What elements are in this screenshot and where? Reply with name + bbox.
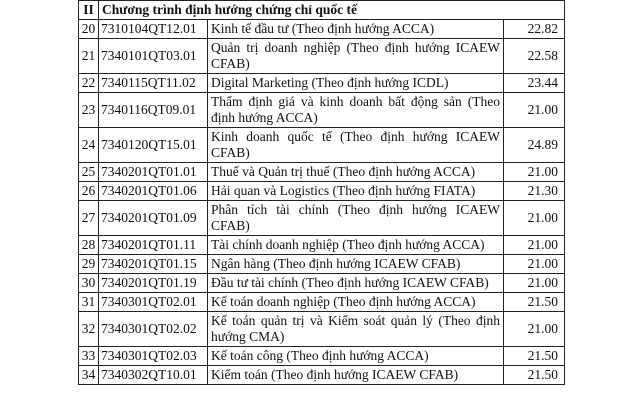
table-row [79,74,565,93]
program-name: Thẩm định giá và kinh doanh bất động sản (Theo định hướng ACCA) [208,93,504,128]
table-row [79,312,565,347]
program-name: Kế toán công (Theo định hướng ACCA) [208,347,504,366]
admission-score: 21.00 [504,312,565,347]
admission-score: 21.00 [504,163,565,182]
admission-score-table [78,0,565,385]
table-row [79,255,565,274]
admission-score-table-container [78,0,564,385]
admission-score: 21.00 [504,93,565,128]
admission-score: 21.00 [504,255,565,274]
program-name: Phân tích tài chính (Theo định hướng ICAEW CFAB) [208,201,504,236]
row-number: 27 [79,201,99,236]
row-number: 32 [79,312,99,347]
program-code: 7310104QT12.01 [99,20,208,39]
table-row [79,182,565,201]
program-code: 7340201QT01.06 [99,182,208,201]
admission-score: 21.00 [504,236,565,255]
program-name: Đầu tư tài chính (Theo định hướng ICAEW CFAB) [208,274,504,293]
program-code: 7340201QT01.11 [99,236,208,255]
program-code: 7340115QT11.02 [99,74,208,93]
program-name: Hải quan và Logistics (Theo định hướng FIATA) [208,182,504,201]
row-number: 34 [79,366,99,385]
row-number: 33 [79,347,99,366]
row-number: 25 [79,163,99,182]
program-name: Kế toán quản trị và Kiểm soát quản lý (Theo định hướng CMA) [208,312,504,347]
admission-score: 22.58 [504,39,565,74]
table-row [79,347,565,366]
program-name: Kế toán doanh nghiệp (Theo định hướng ACCA) [208,293,504,312]
program-code: 7340301QT02.03 [99,347,208,366]
program-name: Quản trị doanh nghiệp (Theo định hướng ICAEW CFAB) [208,39,504,74]
table-row [79,39,565,74]
section-title: Chương trình định hướng chứng chỉ quốc tế [99,1,565,20]
program-code: 7340201QT01.09 [99,201,208,236]
section-header-row [79,1,565,20]
program-code: 7340120QT15.01 [99,128,208,163]
program-code: 7340201QT01.19 [99,274,208,293]
program-code: 7340116QT09.01 [99,93,208,128]
table-row [79,93,565,128]
program-name: Thuế và Quản trị thuế (Theo định hướng ACCA) [208,163,504,182]
admission-score: 21.50 [504,293,565,312]
admission-score: 21.00 [504,274,565,293]
program-code: 7340301QT02.01 [99,293,208,312]
row-number: 31 [79,293,99,312]
program-code: 7340101QT03.01 [99,39,208,74]
row-number: 26 [79,182,99,201]
row-number: 30 [79,274,99,293]
section-number: II [79,1,99,20]
program-code: 7340201QT01.15 [99,255,208,274]
table-row [79,20,565,39]
admission-score: 22.82 [504,20,565,39]
program-name: Ngân hàng (Theo định hướng ICAEW CFAB) [208,255,504,274]
row-number: 29 [79,255,99,274]
program-name: Tài chính doanh nghiệp (Theo định hướng ACCA) [208,236,504,255]
table-row [79,236,565,255]
admission-score: 24.89 [504,128,565,163]
program-name: Digital Marketing (Theo định hướng ICDL) [208,74,504,93]
table-row [79,163,565,182]
program-code: 7340302QT10.01 [99,366,208,385]
admission-score: 21.50 [504,347,565,366]
admission-score: 23.44 [504,74,565,93]
program-code: 7340301QT02.02 [99,312,208,347]
admission-score: 21.00 [504,201,565,236]
program-name: Kinh doanh quốc tế (Theo định hướng ICAEW CFAB) [208,128,504,163]
admission-score: 21.30 [504,182,565,201]
table-row [79,293,565,312]
row-number: 28 [79,236,99,255]
table-row [79,201,565,236]
table-row [79,366,565,385]
row-number: 21 [79,39,99,74]
program-name: Kinh tế đầu tư (Theo định hướng ACCA) [208,20,504,39]
admission-score: 21.50 [504,366,565,385]
table-row [79,274,565,293]
row-number: 24 [79,128,99,163]
row-number: 20 [79,20,99,39]
program-code: 7340201QT01.01 [99,163,208,182]
row-number: 22 [79,74,99,93]
table-row [79,128,565,163]
program-name: Kiểm toán (Theo định hướng ICAEW CFAB) [208,366,504,385]
row-number: 23 [79,93,99,128]
